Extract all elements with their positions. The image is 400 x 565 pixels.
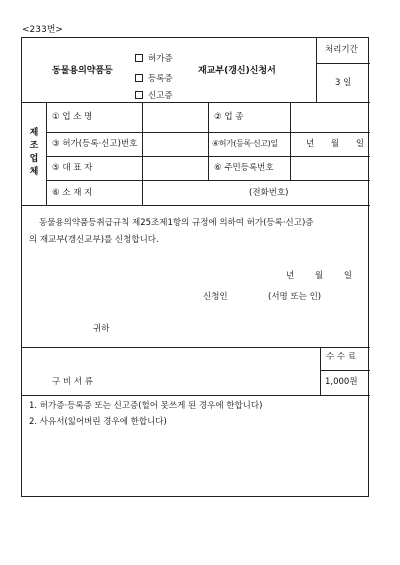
addressee-label: 귀하 — [93, 324, 110, 334]
required-documents-list — [29, 398, 367, 430]
required-documents-label: 구 비 서 류 — [52, 377, 93, 387]
option-permit[interactable] — [135, 46, 173, 65]
permit-date-value: 년 월 일 — [306, 139, 365, 149]
phone-label: (전화번호) — [249, 188, 289, 198]
fee-value: 1,000원 — [325, 377, 358, 387]
address-label: ⑥ 소 재 지 — [52, 188, 93, 198]
processing-period-label: 처리기간 — [325, 45, 358, 55]
document-item: 1. 허가증·등록증 또는 신고증(헐어 못쓰게 된 경우에 한합니다) — [29, 401, 263, 411]
subject-label: 동물용의약품등 — [52, 66, 113, 76]
business-name-label: ① 업 소 명 — [52, 112, 93, 122]
application-form — [21, 37, 369, 497]
fee-label: 수 수 료 — [326, 352, 357, 362]
processing-period-value: 3 일 — [335, 78, 352, 88]
report-checkbox[interactable] — [135, 91, 143, 99]
business-type-label: ② 업 종 — [214, 112, 244, 122]
document-item: 2. 사유서(잃어버린 경우에 한합니다) — [29, 417, 167, 427]
form-number: <233번> — [22, 25, 63, 35]
form-title: 재교부(갱신)신청서 — [198, 66, 276, 76]
manufacturer-side-label: 제 조 업 체 — [29, 128, 39, 177]
statement-date: 년 월 일 — [286, 271, 353, 281]
representative-label: ⑤ 대 표 자 — [52, 163, 93, 173]
signature-note: (서명 또는 인) — [268, 292, 322, 302]
option-registration-label: 등록증 — [148, 74, 173, 84]
permit-number-label: ③ 허가(등록·신고)번호 — [52, 139, 138, 149]
option-report-label: 신고증 — [148, 91, 173, 101]
option-report[interactable] — [135, 83, 173, 102]
permit-checkbox[interactable] — [135, 54, 143, 62]
statement-text: 동물용의약품등취급규칙 제25조제1항의 규정에 의하여 허가(등록·신고)증 의 재교부(갱신교부)를 신청합니다. — [29, 218, 314, 245]
resident-number-label: ⑥ 주민등록번호 — [214, 163, 274, 173]
registration-checkbox[interactable] — [135, 74, 143, 82]
option-permit-label: 허가증 — [148, 54, 173, 64]
permit-date-label: ④허가(등록·신고)일 — [212, 139, 278, 148]
applicant-label: 신청인 — [203, 292, 228, 302]
